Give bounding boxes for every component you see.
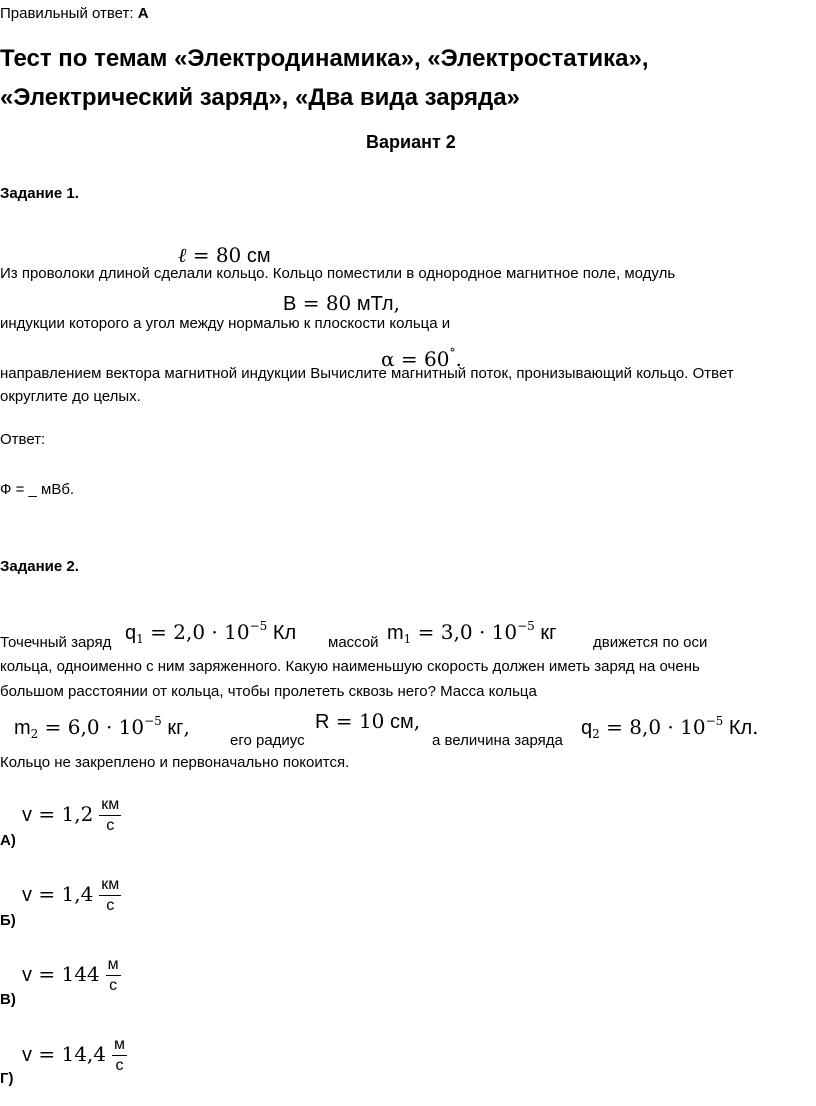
task2-text-b: массой: [328, 634, 379, 651]
task2-heading: Задание 2.: [0, 558, 79, 575]
option-c-letter: В): [0, 991, 16, 1008]
formula-m1: $m_1 = 3,0 \cdot 10^{-5}$ кг: [387, 619, 557, 646]
task2-text-line2: кольца, одноименно с ним заряженного. Какую наименьшую скорость должен иметь заряд на очень: [0, 658, 700, 675]
option-a-letter: А): [0, 832, 16, 849]
variant-title: Вариант 2: [366, 132, 456, 152]
option-b-formula: v = 1,4 $\frac{км}{с}$: [22, 876, 120, 914]
formula-q1: $q_1 = 2,0 \cdot 10^{-5}$ Кл: [125, 619, 297, 646]
title-line-2: «Электрический заряд», «Два вида заряда»: [0, 84, 520, 111]
correct-answer-value: А: [137, 5, 149, 22]
formula-induction: B = 80 мТл,: [283, 291, 400, 315]
option-b-letter: Б): [0, 912, 16, 929]
task2-text-e: а величина заряда: [432, 732, 563, 749]
option-d-formula: v = 14,4 $\frac{м}{с}$: [22, 1036, 126, 1074]
task2-text-line5: Кольцо не закреплено и первоначально покоится.: [0, 754, 350, 771]
task1-text-line1: Из проволоки длиной сделали кольцо. Кольцо поместили в однородное магнитное поле, модуль: [0, 265, 676, 282]
task1-text-line3: направлением вектора магнитной индукции Вычислите магнитный поток, пронизывающий кольцо. Ответ: [0, 365, 734, 382]
formula-radius: R = 10 см,: [315, 709, 421, 733]
formula-q2: $q_2 = 8,0 \cdot 10^{-5}$ Кл.: [581, 714, 759, 741]
correct-answer-line: [0, 5, 149, 23]
task2-text-d: его радиус: [230, 732, 305, 749]
formula-m2: $m_2 = 6,0 \cdot 10^{-5}$ кг,: [14, 714, 190, 741]
task1-answer-field: Ф = _ мВб.: [0, 481, 75, 498]
task1-text-line4: округлите до целых.: [0, 388, 141, 405]
task1-heading: Задание 1.: [0, 185, 79, 202]
title-line-1: Тест по темам «Электродинамика», «Электростатика»,: [0, 45, 649, 72]
task1-answer-label: Ответ:: [0, 431, 46, 448]
option-a-formula: v = 1,2 $\frac{км}{с}$: [22, 796, 120, 834]
task2-text-line3: большом расстоянии от кольца, чтобы пролететь сквозь него? Масса кольца: [0, 683, 537, 700]
formula-angle: α = 60°.: [381, 346, 462, 371]
correct-answer-label: Правильный ответ:: [0, 5, 138, 22]
task1-text-line2: индукции которого а угол между нормалью к плоскости кольца и: [0, 315, 451, 332]
option-d-letter: Г): [0, 1070, 14, 1087]
formula-length: ℓ = 80 см: [178, 243, 271, 267]
task2-text-a: Точечный заряд: [0, 634, 112, 651]
option-c-formula: v = 144 $\frac{м}{с}$: [22, 956, 119, 994]
task2-text-c: движется по оси: [593, 634, 708, 651]
